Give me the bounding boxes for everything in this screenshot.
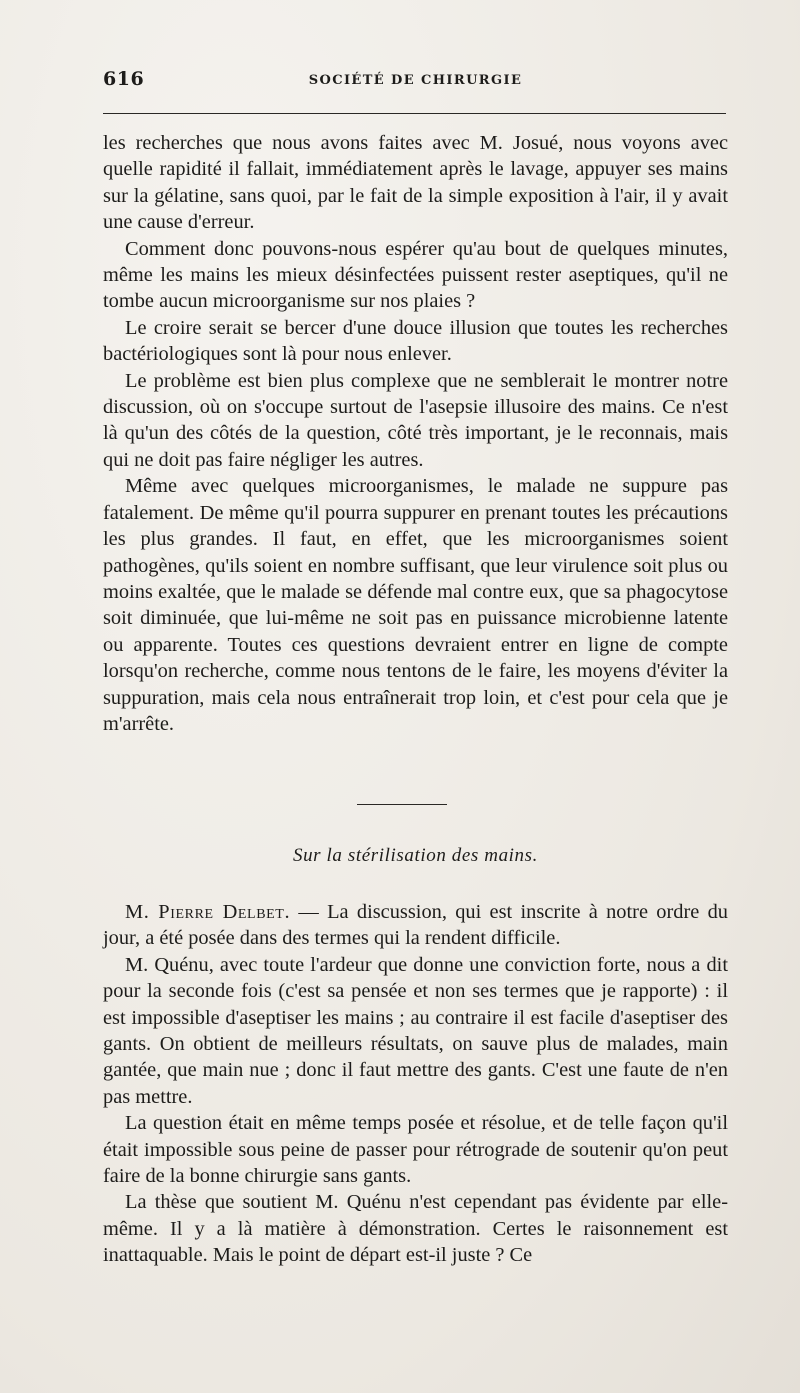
paragraph: Même avec quelques microorganismes, le malade ne suppure pas fatalement. De même qu'il pourra suppurer en prenant toutes les précautions les plus grandes. Il faut, en effet, que les microorganismes soient pathogènes, qu'ils soient en nombre suffisant, que leur virulence soit plus ou moins exaltée, que le malade se défende mal contre eux, que sa phagocytose soit diminuée, que lui-même ne soit pas en puissance microbienne latente ou apparente. Toutes ces questions devraient entrer en ligne de compte lorsqu'on recherche, comme nous tentons de le faire, les moyens d'éviter la suppuration, mais cela nous entraînerait trop loin, et c'est pour cela que je m'arrête. [103, 475, 728, 735]
section-separator [357, 804, 447, 805]
paragraph: Le croire serait se bercer d'une douce illusion que toutes les recherches bactériologiques sont là pour nous enlever. [103, 316, 728, 366]
page-number: 616 [103, 68, 145, 90]
paragraph: La question était en même temps posée et résolue, et de telle façon qu'il était impossible sous peine de passer pour rétrograde de soutenir qu'on peut faire de la bonne chirurgie sans gants. [103, 1112, 728, 1188]
paragraph-speaker [103, 899, 728, 952]
header-rule [103, 113, 726, 114]
speaker-name: M. Pierre Delbet. [125, 901, 291, 923]
section-title: Sur la stérilisation des mains. [292, 845, 539, 866]
paragraph: Comment donc pouvons-nous espérer qu'au bout de quelques minutes, même les mains les mieux désinfectées puissent rester aseptiques, qu'il ne tombe aucun microorganisme sur nos plaies ? [103, 237, 728, 313]
text-block-discussion [103, 130, 728, 737]
page-header [103, 68, 728, 102]
paragraph: M. Quénu, avec toute l'ardeur que donne une conviction forte, nous a dit pour la seconde fois (c'est sa pensée et non ses termes que je rapporte) : il est impossible d'aseptiser les mains ; au contraire il est facile d'aseptiser des gants. On obtient de meilleurs résultats, on sauve plus de malades, main gantée, que main nue ; donc il faut mettre des gants. C'est une faute de n'en pas mettre. [103, 953, 728, 1108]
paragraph: Le problème est bien plus complexe que ne semblerait le montrer notre discussion, où on s'occupe surtout de l'asepsie illusoire des mains. Ce n'est là qu'un des côtés de la question, côté très important, je le reconnais, mais qui ne doit pas faire négliger les autres. [103, 369, 728, 471]
text-block-sterilisation [103, 899, 728, 1269]
paragraph: les recherches que nous avons faites avec M. Josué, nous voyons avec quelle rapidité il fallait, immédiatement après le lavage, appuyer ses mains sur la gélatine, sans quoi, par le fait de la simple exposition à l'air, il y avait une cause d'erreur. [103, 132, 728, 234]
paragraph-text: — La discussion, qui est inscrite à notre ordre du jour, a été posée dans des termes qui la rendent difficile. [103, 901, 728, 950]
running-title: SOCIÉTÉ DE CHIRURGIE [308, 73, 523, 88]
paragraph: La thèse que soutient M. Quénu n'est cependant pas évidente par elle-même. Il y a là matière à démonstration. Certes le raisonnement est inattaquable. Mais le point de départ est-il juste ? Ce [103, 1191, 728, 1267]
